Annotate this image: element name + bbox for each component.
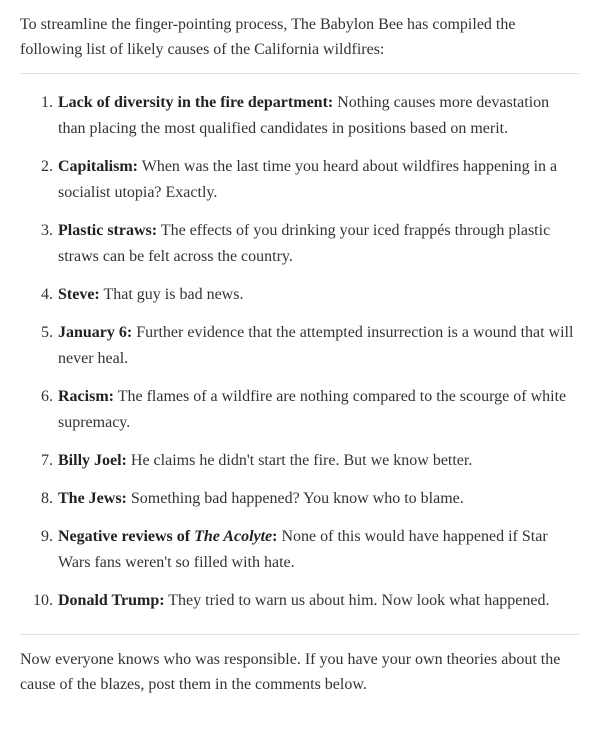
list-item-term: Steve: — [58, 286, 100, 303]
list-item-term-suffix: : — [272, 528, 278, 545]
list-item-term: January 6: — [58, 324, 133, 341]
list-item — [20, 282, 579, 308]
list-item-term: Billy Joel: — [58, 452, 127, 469]
list-item — [20, 90, 579, 142]
list-item-body — [58, 384, 579, 436]
outro-paragraph: Now everyone knows who was responsible. If you have your own theories about the cause of the blazes, post them in the comments below. — [20, 651, 561, 693]
list-item-body — [58, 486, 579, 512]
list-item-text: The effects of you drinking your iced frappés through plastic straws can be felt across the country. — [58, 222, 551, 265]
top-divider — [20, 73, 579, 74]
list-item-term: Racism: — [58, 388, 114, 405]
list-item-body — [58, 90, 579, 142]
list-item-body — [58, 282, 579, 308]
list-item — [20, 588, 579, 614]
list-item-term: The Jews: — [58, 490, 127, 507]
bottom-divider — [20, 634, 579, 635]
list-item-text: They tried to warn us about him. Now look what happened. — [164, 592, 550, 609]
list-item-number: 10. — [33, 592, 53, 609]
list-item-term — [58, 528, 277, 545]
list-item-body — [58, 154, 579, 206]
list-item-term: Donald Trump: — [58, 592, 165, 609]
list-item-text: The flames of a wildfire are nothing compared to the scourge of white supremacy. — [58, 388, 567, 431]
list-item-number: 3. — [41, 222, 53, 239]
list-item-text: That guy is bad news. — [99, 286, 244, 303]
list-item-term-title: The Acolyte — [194, 528, 273, 545]
list-item-number: 6. — [41, 388, 53, 405]
list-item-text: None of this would have happened if Star Wars fans weren't so filled with hate. — [58, 528, 548, 571]
list-item-number: 4. — [41, 286, 53, 303]
list-item-text: Nothing causes more devastation than placing the most qualified candidates in positions based on merit. — [58, 94, 550, 137]
list-item-number: 7. — [41, 452, 53, 469]
list-item-number: 9. — [41, 528, 53, 545]
list-item-number: 5. — [41, 324, 53, 341]
list-item-term: Lack of diversity in the fire department: — [58, 94, 334, 111]
list-item-body — [58, 588, 579, 614]
list-item — [20, 486, 579, 512]
list-item-text: Further evidence that the attempted insurrection is a wound that will never heal. — [58, 324, 574, 367]
list-item-body — [58, 524, 579, 576]
list-item — [20, 154, 579, 206]
list-item — [20, 448, 579, 474]
list-item — [20, 218, 579, 270]
intro-paragraph: To streamline the finger-pointing process, The Babylon Bee has compiled the following list of likely causes of the California wildfires: — [20, 16, 516, 58]
list-item-term: Capitalism: — [58, 158, 138, 175]
list-item — [20, 524, 579, 576]
list-item-body — [58, 218, 579, 270]
list-item-number: 1. — [41, 94, 53, 111]
list-item — [20, 320, 579, 372]
list-item-body — [58, 320, 579, 372]
list-item-number: 2. — [41, 158, 53, 175]
causes-list — [20, 90, 579, 614]
list-item-text: When was the last time you heard about wildfires happening in a socialist utopia? Exactly. — [58, 158, 558, 201]
list-item-text: He claims he didn't start the fire. But we know better. — [126, 452, 473, 469]
list-item-number: 8. — [41, 490, 53, 507]
list-item-text: Something bad happened? You know who to blame. — [126, 490, 464, 507]
list-item-body — [58, 448, 579, 474]
list-item — [20, 384, 579, 436]
list-item-term-prefix: Negative reviews of — [58, 528, 195, 545]
list-item-term: Plastic straws: — [58, 222, 158, 239]
